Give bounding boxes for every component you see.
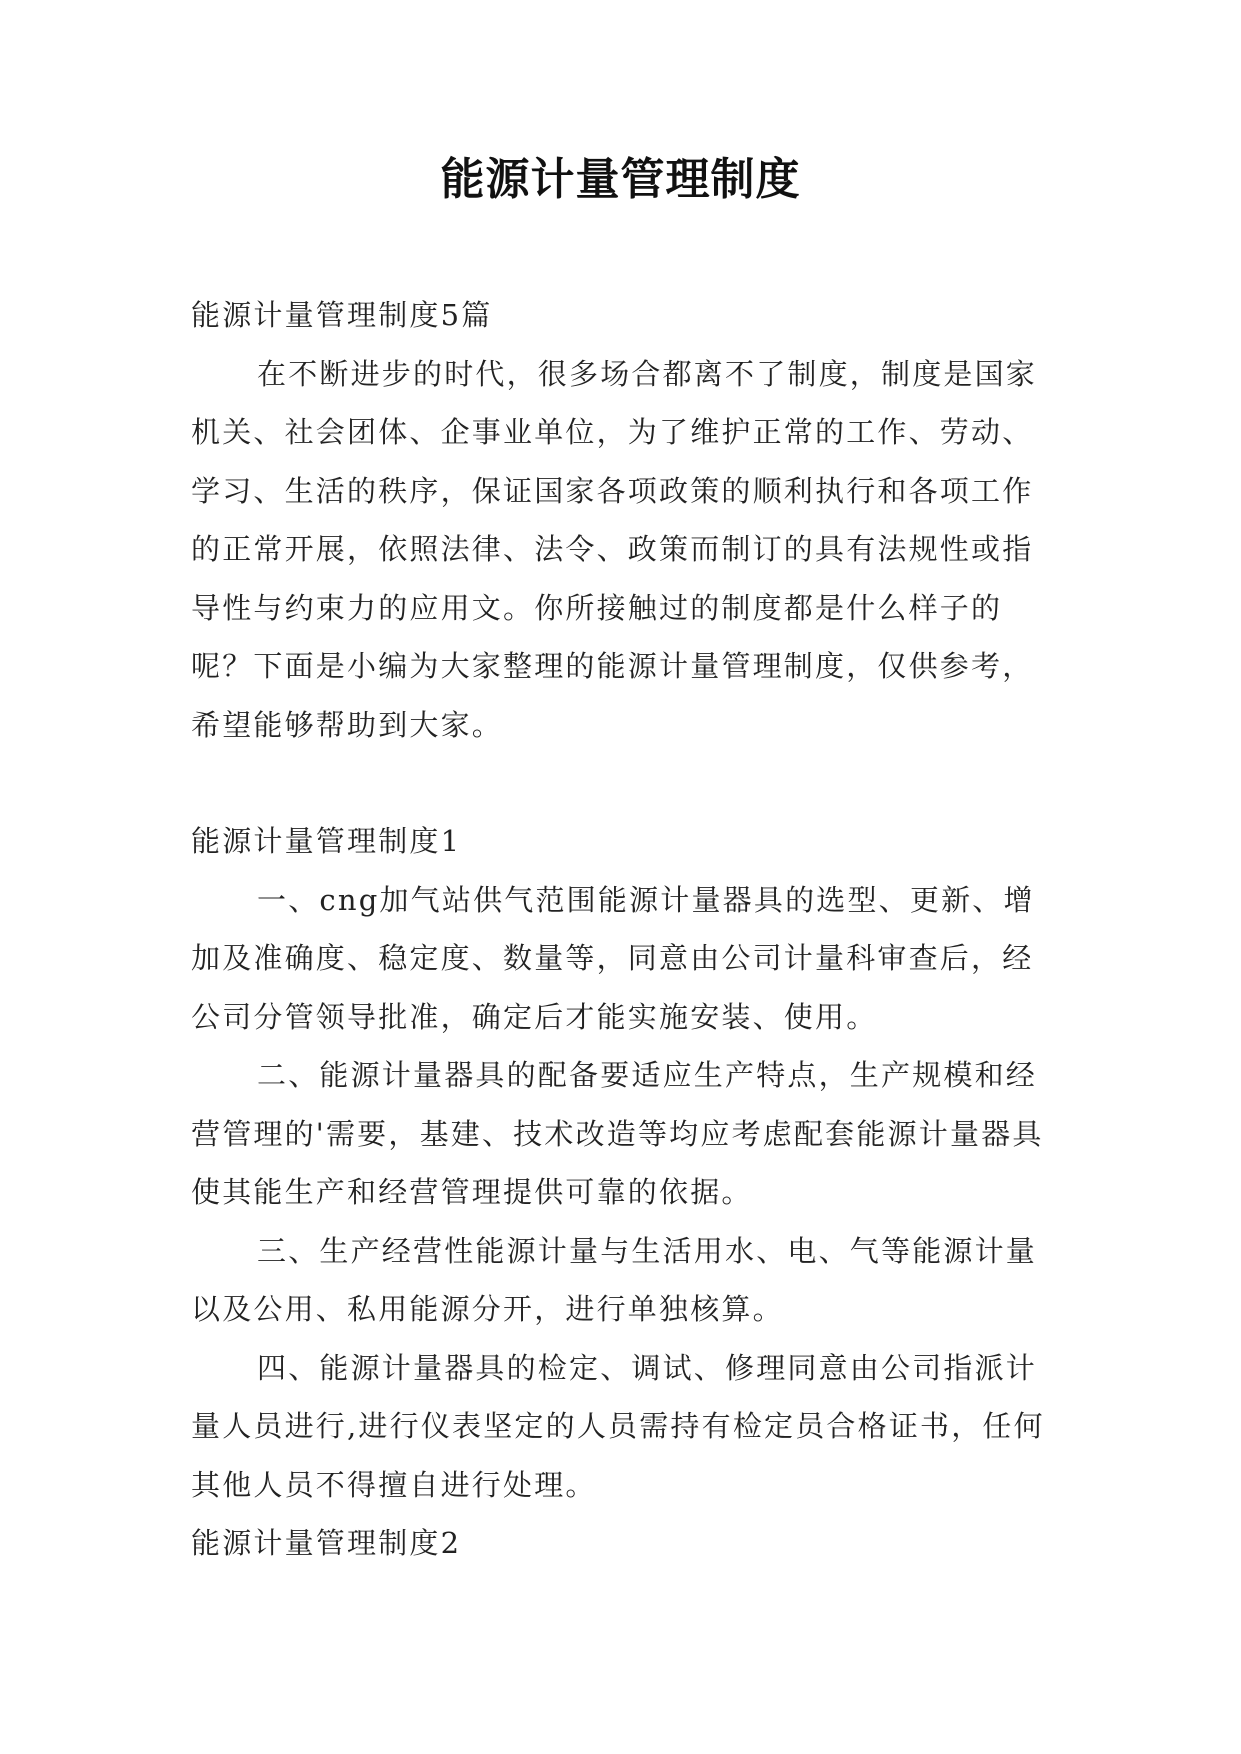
section1-paragraph-1: 一、cng加气站供气范围能源计量器具的选型、更新、增加及准确度、稳定度、数量等，同意由公司计量科审查后，经公司分管领导批准，确定后才能实施安装、使用。 bbox=[191, 882, 1035, 1034]
document-title: 能源计量管理制度 bbox=[440, 154, 801, 205]
section1-paragraph-2: 二、能源计量器具的配备要适应生产特点，生产规模和经营管理的'需要，基建、技术改造等均应考虑配套能源计量器具使其能生产和经营管理提供可靠的依据。 bbox=[191, 1058, 1044, 1209]
section-heading-2: 能源计量管理制度2 bbox=[191, 1526, 462, 1560]
document-subtitle: 能源计量管理制度5篇 bbox=[191, 298, 493, 332]
section1-paragraph-4: 四、能源计量器具的检定、调试、修理同意由公司指派计量人员进行,进行仪表坚定的人员需持有检定员合格证书，任何其他人员不得擅自进行处理。 bbox=[191, 1350, 1045, 1502]
section-heading-1: 能源计量管理制度1 bbox=[191, 824, 462, 858]
intro-paragraph: 在不断进步的时代，很多场合都离不了制度，制度是国家机关、社会团体、企事业单位，为了维护正常的工作、劳动、学习、生活的秩序，保证国家各项政策的顺利执行和各项工作的正常开展，依照法律、法令、政策而制订的具有法规性或指导性与约束力的应用文。你所接触过的制度都是什么样子的呢？下面是小编为大家整理的能源计量管理制度，仅供参考，希望能够帮助到大家。 bbox=[191, 356, 1038, 742]
document-body bbox=[191, 286, 1051, 1573]
section-spacer bbox=[191, 754, 1051, 812]
section1-paragraph-3: 三、生产经营性能源计量与生活用水、电、气等能源计量以及公用、私用能源分开，进行单独核算。 bbox=[191, 1233, 1038, 1326]
